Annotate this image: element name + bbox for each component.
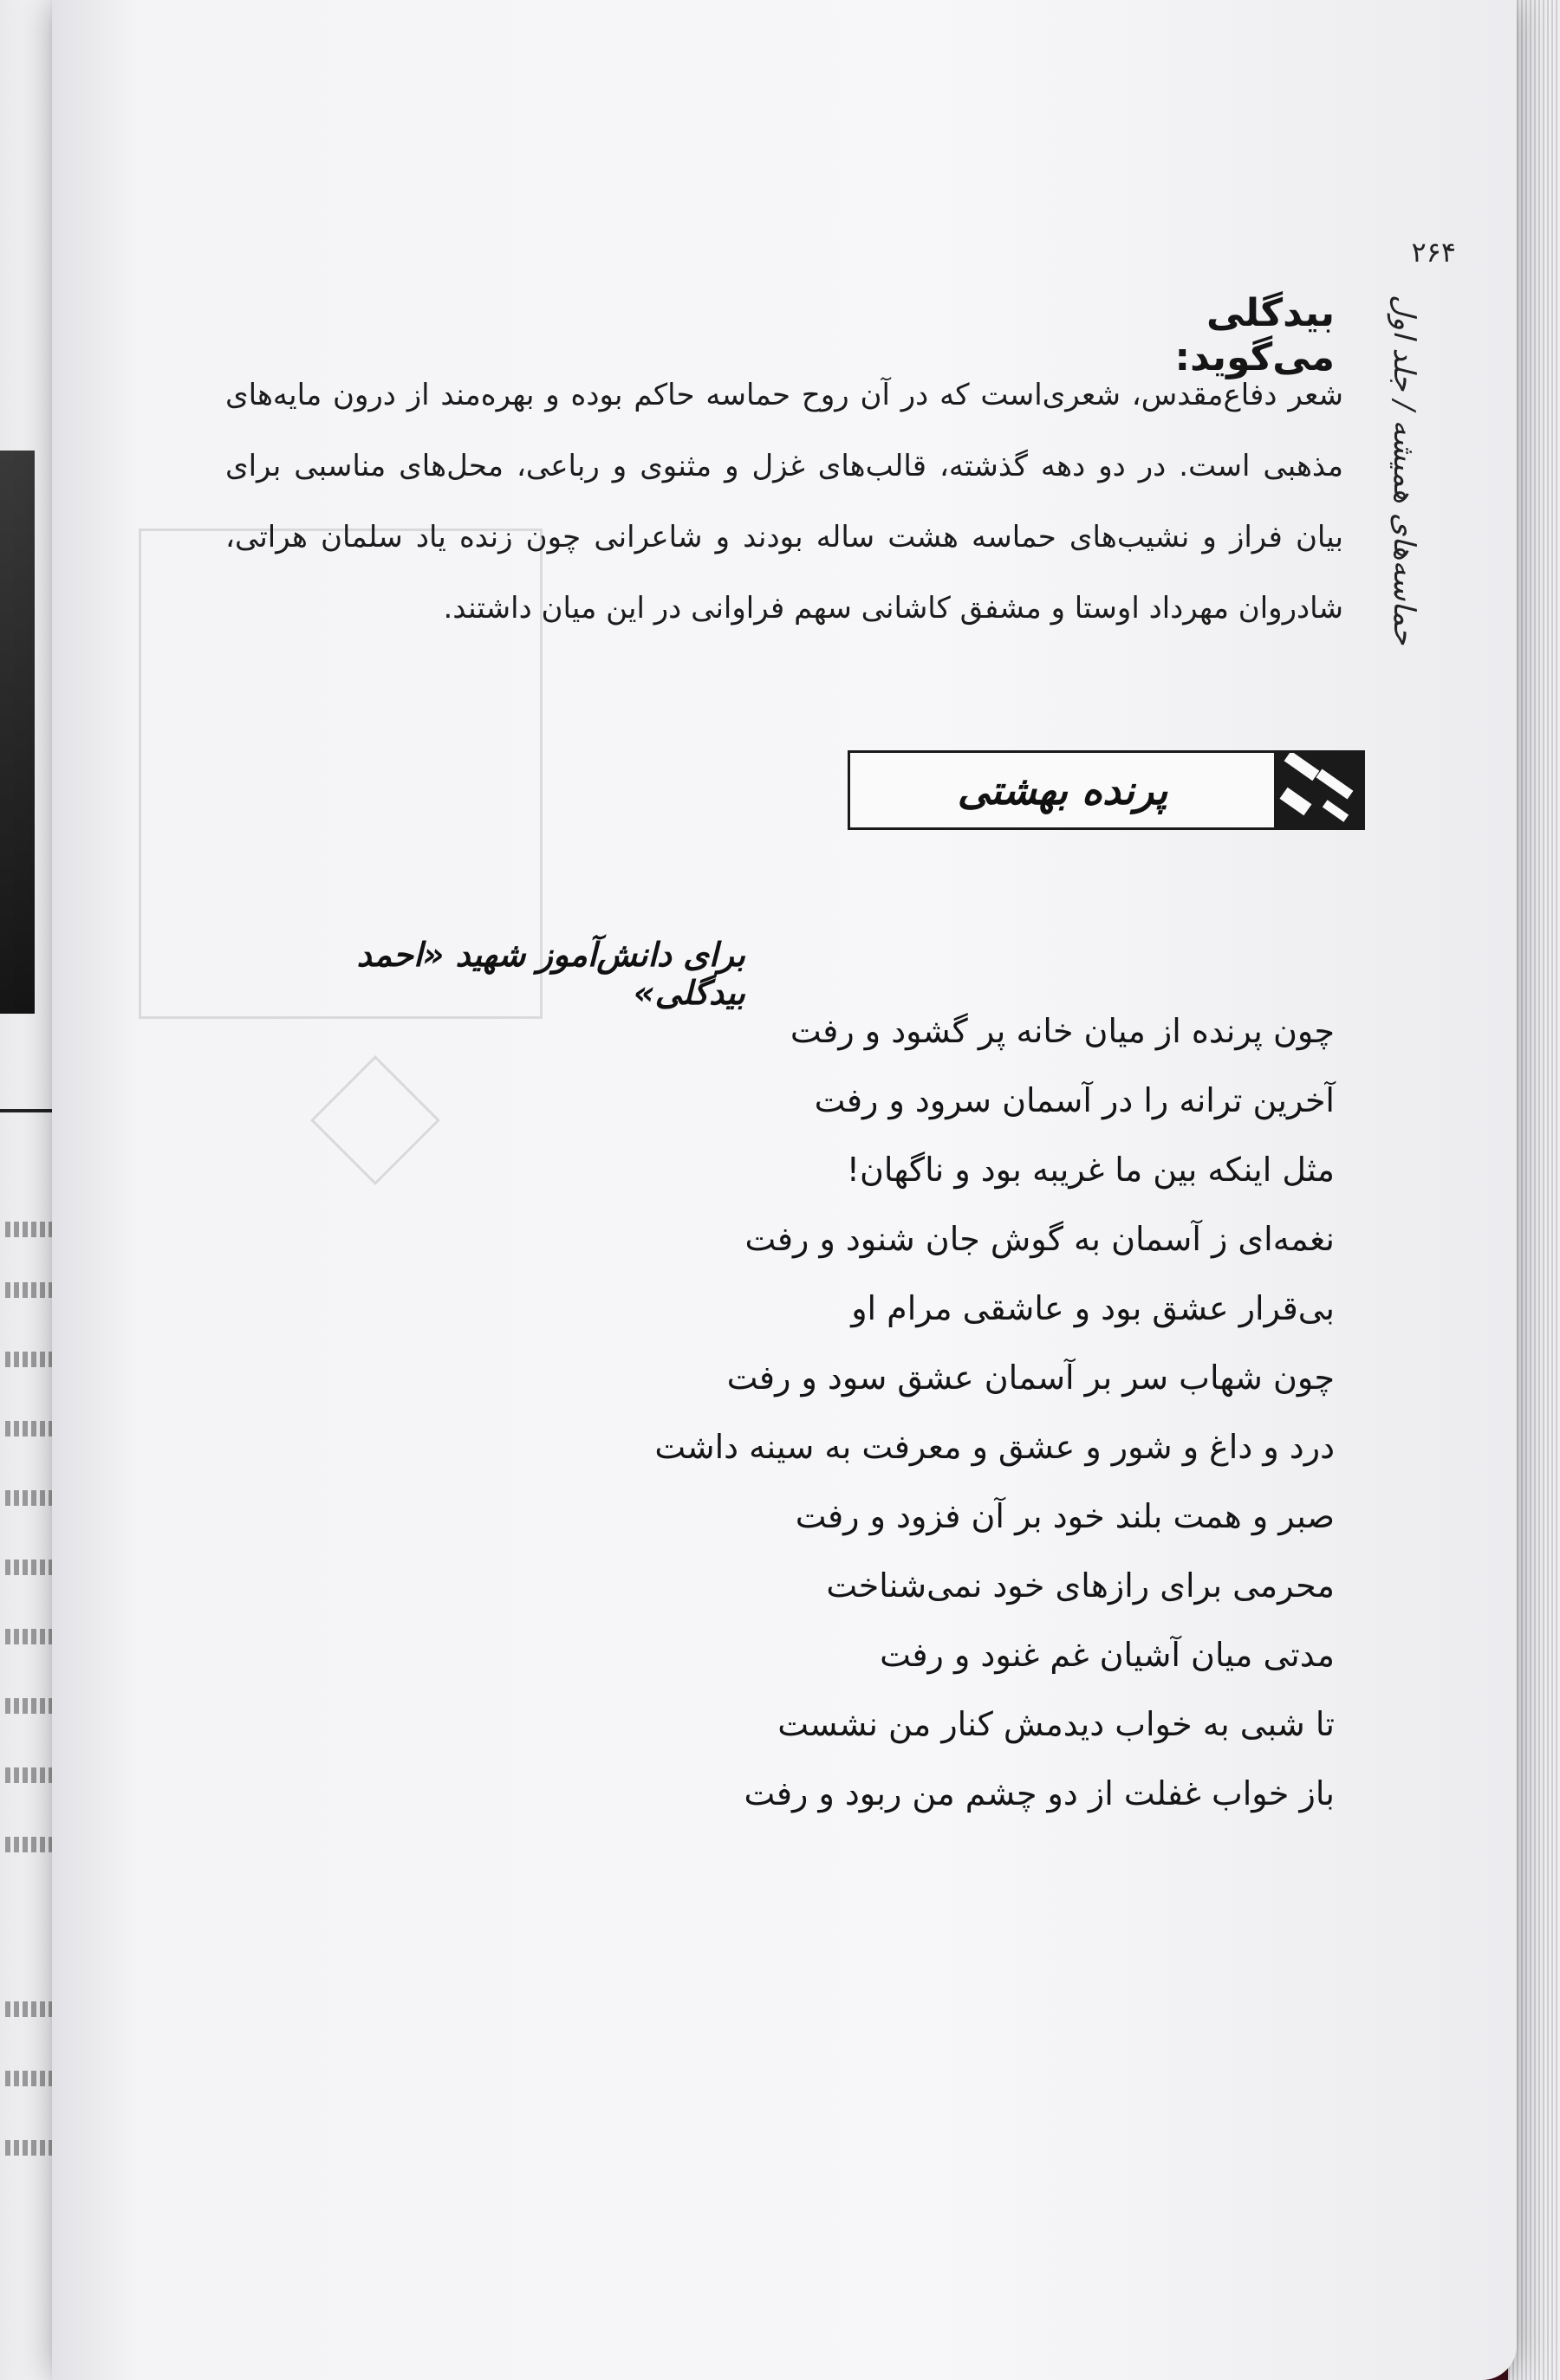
poem-verse: تا شبی به خواب دیدمش کنار من نشست [777, 1705, 1335, 1743]
poem-verse: بی‌قرار عشق بود و عاشقی مرام او [851, 1289, 1335, 1327]
facing-page-text-fragment [5, 1560, 57, 1575]
poem-verse: مثل اینکه بین ما غریبه بود و ناگهان! [846, 1151, 1335, 1189]
section-heading: بیدگلی می‌گوید: [1174, 291, 1335, 379]
poem-verse: چون شهاب سر بر آسمان عشق سود و رفت [726, 1359, 1335, 1397]
facing-page-text-fragment [5, 2140, 57, 2156]
ornament-icon [1274, 753, 1362, 827]
facing-page-text-fragment [5, 1837, 57, 1852]
poem-dedication: برای دانش‌آموز شهید «احمد بیدگلی» [356, 936, 745, 1012]
poem-verse: صبر و همت بلند خود بر آن فزود و رفت [795, 1497, 1335, 1535]
poem-verse: درد و داغ و شور و عشق و معرفت به سینه داشت [654, 1428, 1335, 1466]
facing-page-text-fragment [5, 1352, 57, 1367]
poem-verse: مدتی میان آشیان غم غنود و رفت [880, 1636, 1335, 1674]
poem-verse: باز خواب غفلت از دو چشم من ربود و رفت [744, 1774, 1335, 1813]
facing-page-text-fragment [5, 1282, 57, 1298]
poem-verse: نغمه‌ای ز آسمان به گوش جان شنود و رفت [744, 1220, 1335, 1258]
facing-page-text-fragment [5, 1698, 57, 1714]
facing-page-text-fragment [5, 1490, 57, 1506]
intro-paragraph: شعر دفاع‌مقدس، شعری‌است که در آن روح حماسه حاکم بوده و بهره‌مند از درون مایه‌های مذهبی است. در دو دهه گذشته، قالب‌های غزل و مثنوی و رباعی، محل‌های مناسبی برای بیان فراز و نشیب‌های حماسه هشت ساله بودند و شاعرانی چون زنده یاد سلمان هراتی، شادروان مهرداد اوستا و مشفق کاشانی سهم فراوانی در این میان داشتند. [225, 378, 1343, 626]
facing-page-text-fragment [5, 2071, 57, 2086]
running-header: حماسه‌های همیشه / جلد اول [1387, 295, 1421, 645]
facing-page-text-fragment [5, 1767, 57, 1783]
facing-page-text-fragment [5, 1629, 57, 1644]
facing-page-text-fragment [5, 2001, 57, 2017]
facing-page-photo [0, 451, 35, 1014]
poem-title: پرنده بهشتی [957, 767, 1168, 814]
poem-verse: آخرین ترانه را در آسمان سرود و رفت [814, 1081, 1335, 1119]
poem-title-box [848, 750, 1365, 830]
page-number: ۲۶۴ [1411, 236, 1456, 269]
poem-body [381, 996, 1335, 1828]
poem-verse: محرمی برای رازهای خود نمی‌شناخت [826, 1566, 1335, 1605]
book-page [52, 0, 1517, 2380]
facing-page-text-fragment [5, 1222, 57, 1237]
facing-page-text-fragment [5, 1421, 57, 1436]
poem-verse: چون پرنده از میان خانه پر گشود و رفت [790, 1012, 1335, 1050]
